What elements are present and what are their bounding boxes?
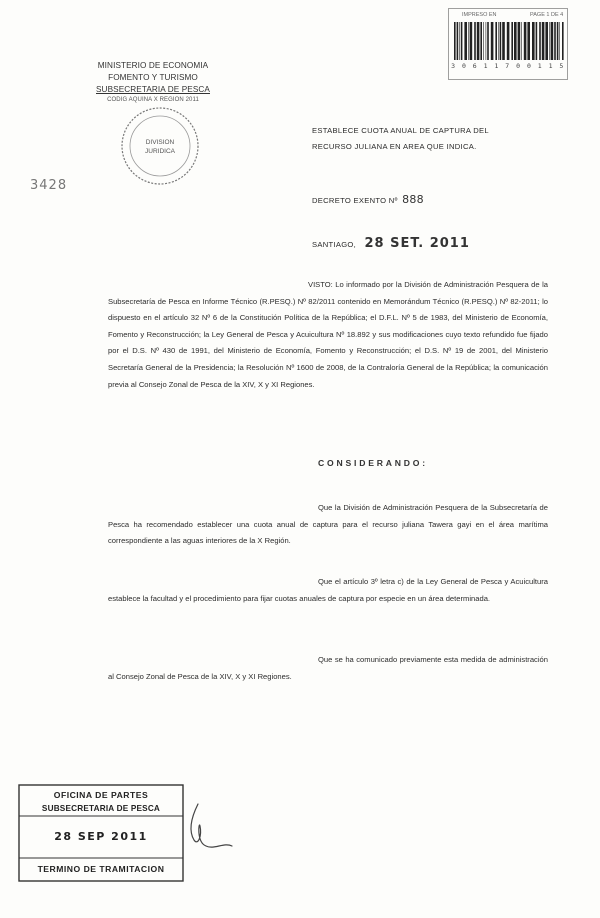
decree-label: DECRETO EXENTO Nº <box>312 196 398 205</box>
stamp-status: TERMINO DE TRAMITACION <box>37 864 165 874</box>
barcode-label: IMPRESO EN <box>462 12 497 18</box>
division-juridica-seal-icon <box>118 104 202 188</box>
ministry-header <box>78 60 228 104</box>
decree-date: 28 SET. 2011 <box>364 236 470 251</box>
clause-paragraph: Que el artículo 3º letra c) de la Ley General de Pesca y Acuicultura establece la facultad y el procedimiento para fijar cuotas anuales de captura por especie en un área determinada. <box>108 577 548 603</box>
visto-paragraph: VISTO: Lo informado por la División de Administración Pesquera de la Subsecretaría de Pesca en Informe Técnico (R.PESQ.) Nº 82/2011 contenido en Memorándum Técnico (R.PESQ.) Nº 82-2011; lo dispuesto en el artículo 32 Nº 6 de la Constitución Política de la República; el D.F.L. Nº 5 de 1983, del Ministerio de Economía, Fomento y Reconstrucción; la Ley General de Pesca y Acuicultura Nº 18.892 y sus modificaciones cuyo texto refundido fue fijado por el D.S. Nº 430 de 1991, del Ministerio de Economía, Fomento y Reconstrucción; el D.S. Nº 19 de 2001, del Ministerio Secretaría General de la Presidencia; la Resolución Nº 1600 de 2008, de la Contraloría General de la República; la comunicación previa al Consejo Zonal de Pesca de la XIV, X y XI Regiones. <box>108 280 548 389</box>
clause-paragraph: Que la División de Administración Pesquera de la Subsecretaría de Pesca ha recomendado establecer una cuota anual de captura para el recurso juliana Tawera gayi en el área marítima correspondiente a las aguas interiores de la X Región. <box>108 503 548 546</box>
barcode-digits: 3 0 6 1 1 7 0 0 1 1 5 <box>451 62 565 70</box>
svg-text:JURIDICA: JURIDICA <box>145 148 175 155</box>
office-code: CODIG AQUINA X REGION 2011 <box>107 97 199 103</box>
ministry-name-line2: FOMENTO Y TURISMO <box>108 73 198 82</box>
decree-number: 888 <box>402 193 424 206</box>
barcode-page-label: PAGE 1 DE 4 <box>530 12 564 18</box>
seal-text: DIVISION <box>145 139 175 146</box>
decree-number-line <box>312 193 424 206</box>
subject-line: ESTABLECE CUOTA ANUAL DE CAPTURA DEL <box>312 126 489 135</box>
subsecretaria-name: SUBSECRETARIA DE PESCA <box>96 85 210 94</box>
office-stamp <box>18 784 184 882</box>
place-label: SANTIAGO, <box>312 240 357 249</box>
handwritten-number: 3428 <box>30 178 68 193</box>
ministry-name: MINISTERIO DE ECONOMIA <box>97 61 209 70</box>
considerando-heading: CONSIDERANDO: <box>318 458 428 468</box>
stamp-office: OFICINA DE PARTES <box>53 790 149 800</box>
decree-subject <box>312 123 552 155</box>
clause-paragraph: Que se ha comunicado previamente esta medida de administración al Consejo Zonal de Pesca de la XIV, X y XI Regiones. <box>108 655 548 681</box>
signature-icon <box>180 796 250 866</box>
place-date-line <box>312 236 470 251</box>
stamp-date: 28 SEP 2011 <box>54 830 148 843</box>
subject-line: RECURSO JULIANA EN AREA QUE INDICA. <box>312 142 477 151</box>
stamp-subsecretaria: SUBSECRETARIA DE PESCA <box>41 804 161 813</box>
